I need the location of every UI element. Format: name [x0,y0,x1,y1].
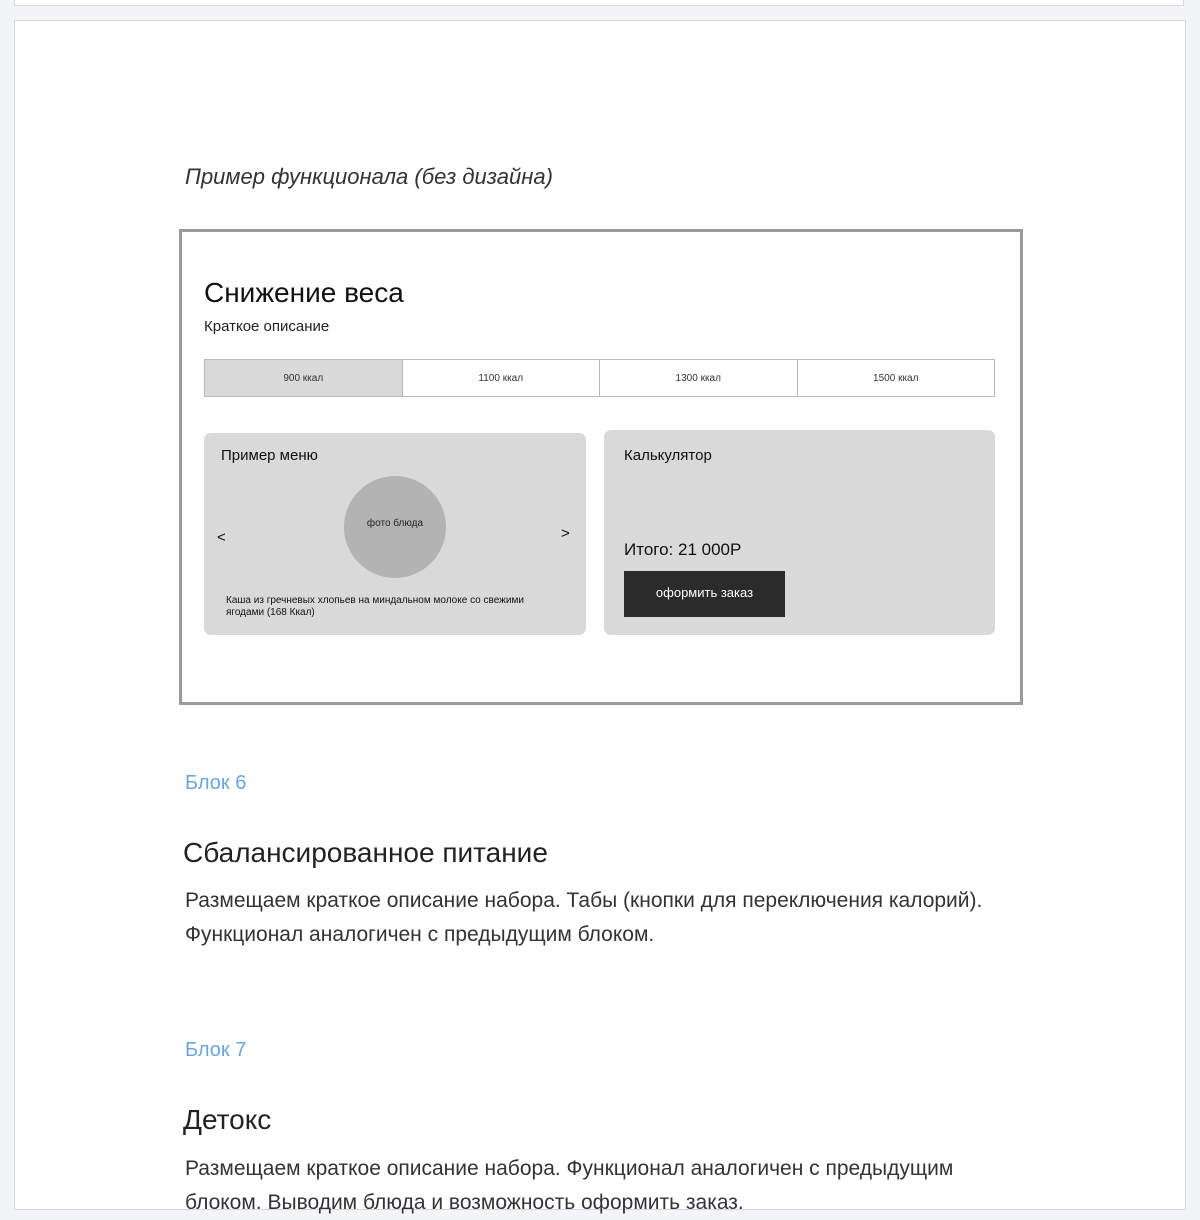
wireframe-mockup [179,229,1023,705]
tab-1300-kcal[interactable]: 1300 ккал [599,360,797,396]
calorie-tabs [204,359,995,397]
next-arrow-icon[interactable]: > [561,525,570,542]
dish-photo-placeholder [344,476,446,578]
block-7-text: Размещаем краткое описание набора. Функционал аналогичен с предыдущим блоком. Выводим блюда и возможность оформить заказ. [185,1157,954,1214]
tab-900-kcal[interactable]: 900 ккал [205,360,402,396]
tab-1100-kcal[interactable]: 1100 ккал [402,360,600,396]
calculator-card [604,430,995,635]
order-total: Итого: 21 000Р [624,540,742,559]
block-6-label: Блок 6 [185,772,247,794]
example-caption: Пример функционала (без дизайна) [185,164,553,189]
document-page [14,20,1186,1214]
previous-page-edge [14,0,1184,6]
mockup-subtitle: Краткое описание [204,318,330,335]
block-6-text: Размещаем краткое описание набора. Табы (кнопки для переключения калорий). Функционал аналогичен с предыдущим блоком. [185,889,983,946]
mockup-title: Снижение веса [204,277,404,308]
dish-description: Каша из гречневых хлопьев на миндальном молоке со свежими ягодами (168 Ккал) [226,595,524,618]
calculator-title: Калькулятор [624,447,712,464]
menu-example-card [204,433,586,635]
block-7-label: Блок 7 [185,1039,247,1061]
block-7-title: Детокс [183,1104,272,1135]
tab-1500-kcal[interactable]: 1500 ккал [797,360,995,396]
dish-photo-label: фото блюда [366,517,424,529]
menu-card-title: Пример меню [221,447,318,464]
prev-arrow-icon[interactable]: < [217,529,226,546]
block-6-title: Сбалансированное питание [183,837,548,868]
order-button[interactable]: оформить заказ [624,571,785,617]
